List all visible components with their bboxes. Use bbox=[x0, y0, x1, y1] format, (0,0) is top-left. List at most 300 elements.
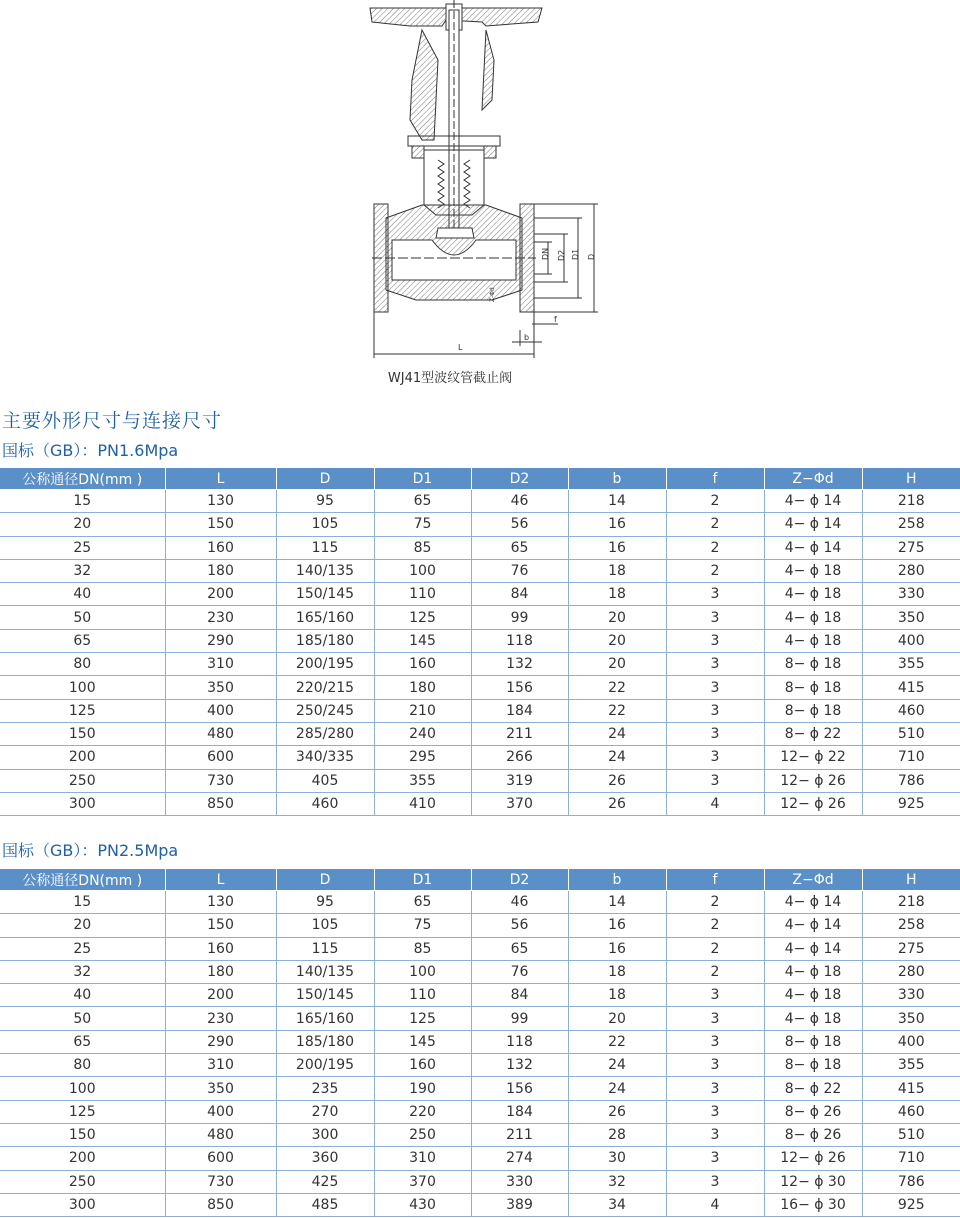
table-cell: 355 bbox=[374, 769, 471, 792]
table-cell: 355 bbox=[862, 1054, 960, 1077]
table-cell: 319 bbox=[471, 769, 568, 792]
table-cell: 4− ϕ 18 bbox=[764, 1007, 862, 1030]
table-cell: 4− ϕ 18 bbox=[764, 583, 862, 606]
table-cell: 730 bbox=[165, 769, 276, 792]
dim-label-d2: D2 bbox=[557, 249, 566, 261]
table-cell: 76 bbox=[471, 559, 568, 582]
table-cell: 118 bbox=[471, 629, 568, 652]
table-cell: 46 bbox=[471, 490, 568, 513]
table-cell: 8− ϕ 18 bbox=[764, 676, 862, 699]
table-cell: 26 bbox=[568, 792, 666, 815]
table-cell: 22 bbox=[568, 699, 666, 722]
table-cell: 40 bbox=[0, 984, 165, 1007]
table-cell: 16 bbox=[568, 914, 666, 937]
table-cell: 200 bbox=[0, 746, 165, 769]
table-row bbox=[0, 676, 960, 699]
table-cell: 65 bbox=[471, 937, 568, 960]
table-cell: 3 bbox=[666, 583, 764, 606]
table-cell: 200 bbox=[0, 1147, 165, 1170]
table-cell: 50 bbox=[0, 606, 165, 629]
table-cell: 510 bbox=[862, 722, 960, 745]
table-cell: 480 bbox=[165, 722, 276, 745]
table-cell: 310 bbox=[165, 653, 276, 676]
table-cell: 8− ϕ 18 bbox=[764, 653, 862, 676]
table-cell: 360 bbox=[276, 1147, 374, 1170]
table-row bbox=[0, 1007, 960, 1030]
valve-cross-section bbox=[362, 0, 602, 362]
dim-label-dn: DN bbox=[541, 247, 550, 260]
table-cell: 275 bbox=[862, 536, 960, 559]
table-cell: 156 bbox=[471, 1077, 568, 1100]
table-cell: 220 bbox=[374, 1100, 471, 1123]
table-cell: 65 bbox=[374, 891, 471, 914]
table-cell: 4− ϕ 14 bbox=[764, 536, 862, 559]
table-cell: 460 bbox=[276, 792, 374, 815]
table-row bbox=[0, 722, 960, 745]
table-cell: 600 bbox=[165, 746, 276, 769]
table-cell: 8− ϕ 26 bbox=[764, 1100, 862, 1123]
table-cell: 76 bbox=[471, 960, 568, 983]
table-cell: 460 bbox=[862, 1100, 960, 1123]
table-cell: 480 bbox=[165, 1123, 276, 1146]
column-header: H bbox=[862, 468, 960, 490]
table-cell: 3 bbox=[666, 629, 764, 652]
column-header: D bbox=[276, 869, 374, 891]
table-cell: 510 bbox=[862, 1123, 960, 1146]
table-cell: 258 bbox=[862, 914, 960, 937]
table-cell: 600 bbox=[165, 1147, 276, 1170]
table-cell: 460 bbox=[862, 699, 960, 722]
table-row bbox=[0, 513, 960, 536]
table-cell: 32 bbox=[0, 960, 165, 983]
table-cell: 20 bbox=[568, 1007, 666, 1030]
table-cell: 50 bbox=[0, 1007, 165, 1030]
table-cell: 14 bbox=[568, 891, 666, 914]
table-cell: 130 bbox=[165, 891, 276, 914]
table-cell: 156 bbox=[471, 676, 568, 699]
table-cell: 15 bbox=[0, 490, 165, 513]
table-cell: 12− ϕ 30 bbox=[764, 1170, 862, 1193]
table-cell: 56 bbox=[471, 513, 568, 536]
table-cell: 20 bbox=[0, 513, 165, 536]
table-cell: 110 bbox=[374, 583, 471, 606]
table-row bbox=[0, 699, 960, 722]
table-cell: 125 bbox=[374, 606, 471, 629]
column-header: f bbox=[666, 869, 764, 891]
table-cell: 3 bbox=[666, 1077, 764, 1100]
table-subtitle-pn16: 国标（GB）：PN1.6Mpa bbox=[2, 441, 179, 460]
table-cell: 370 bbox=[471, 792, 568, 815]
table-cell: 200/195 bbox=[276, 1054, 374, 1077]
table-cell: 25 bbox=[0, 536, 165, 559]
table-cell: 160 bbox=[165, 536, 276, 559]
valve-drawing bbox=[362, 0, 602, 362]
table-cell: 3 bbox=[666, 1007, 764, 1030]
table-cell: 250 bbox=[0, 769, 165, 792]
table-cell: 8− ϕ 18 bbox=[764, 1030, 862, 1053]
table-header-row bbox=[0, 468, 960, 490]
table-cell: 300 bbox=[276, 1123, 374, 1146]
table-cell: 300 bbox=[0, 792, 165, 815]
table-cell: 150/145 bbox=[276, 583, 374, 606]
table-cell: 786 bbox=[862, 1170, 960, 1193]
dim-label-b: b bbox=[524, 333, 530, 342]
table-cell: 56 bbox=[471, 914, 568, 937]
table-cell: 24 bbox=[568, 1054, 666, 1077]
column-header: b bbox=[568, 869, 666, 891]
table-cell: 3 bbox=[666, 699, 764, 722]
table-cell: 150 bbox=[0, 1123, 165, 1146]
column-header: D2 bbox=[471, 869, 568, 891]
table-cell: 850 bbox=[165, 1193, 276, 1216]
table-cell: 185/180 bbox=[276, 1030, 374, 1053]
table-cell: 2 bbox=[666, 937, 764, 960]
table-cell: 425 bbox=[276, 1170, 374, 1193]
table-cell: 32 bbox=[0, 559, 165, 582]
table-cell: 2 bbox=[666, 914, 764, 937]
table-cell: 4− ϕ 18 bbox=[764, 960, 862, 983]
table-cell: 99 bbox=[471, 606, 568, 629]
table-cell: 200 bbox=[165, 583, 276, 606]
table-row bbox=[0, 583, 960, 606]
table-cell: 3 bbox=[666, 1030, 764, 1053]
table-row bbox=[0, 891, 960, 914]
table-cell: 184 bbox=[471, 699, 568, 722]
table-cell: 400 bbox=[165, 1100, 276, 1123]
table-cell: 140/135 bbox=[276, 559, 374, 582]
column-header: Z−Φd bbox=[764, 869, 862, 891]
table-cell: 330 bbox=[471, 1170, 568, 1193]
table-cell: 65 bbox=[374, 490, 471, 513]
table-cell: 26 bbox=[568, 769, 666, 792]
table-cell: 4− ϕ 14 bbox=[764, 891, 862, 914]
table-header-row bbox=[0, 869, 960, 891]
table-cell: 350 bbox=[165, 1077, 276, 1100]
table-cell: 3 bbox=[666, 676, 764, 699]
table-cell: 4− ϕ 18 bbox=[764, 984, 862, 1007]
table-cell: 4− ϕ 14 bbox=[764, 513, 862, 536]
table-cell: 3 bbox=[666, 746, 764, 769]
table-cell: 185/180 bbox=[276, 629, 374, 652]
table-row bbox=[0, 1100, 960, 1123]
table-cell: 12− ϕ 26 bbox=[764, 769, 862, 792]
table-cell: 370 bbox=[374, 1170, 471, 1193]
table-cell: 132 bbox=[471, 653, 568, 676]
table-cell: 290 bbox=[165, 1030, 276, 1053]
section-heading: 主要外形尺寸与连接尺寸 bbox=[2, 410, 223, 432]
table-cell: 132 bbox=[471, 1054, 568, 1077]
table-cell: 230 bbox=[165, 1007, 276, 1030]
table-cell: 16 bbox=[568, 513, 666, 536]
table-cell: 150 bbox=[165, 914, 276, 937]
table-row bbox=[0, 653, 960, 676]
table-cell: 25 bbox=[0, 937, 165, 960]
table-row bbox=[0, 1030, 960, 1053]
table-cell: 100 bbox=[0, 1077, 165, 1100]
table-cell: 110 bbox=[374, 984, 471, 1007]
table-cell: 4− ϕ 18 bbox=[764, 559, 862, 582]
column-header: 公称通径DN(mm ) bbox=[0, 869, 165, 891]
table-cell: 400 bbox=[165, 699, 276, 722]
table-cell: 350 bbox=[165, 676, 276, 699]
column-header: H bbox=[862, 869, 960, 891]
table-cell: 22 bbox=[568, 676, 666, 699]
table-cell: 290 bbox=[165, 629, 276, 652]
table-cell: 34 bbox=[568, 1193, 666, 1216]
table-cell: 118 bbox=[471, 1030, 568, 1053]
table-cell: 3 bbox=[666, 1147, 764, 1170]
table-cell: 280 bbox=[862, 559, 960, 582]
table-cell: 145 bbox=[374, 629, 471, 652]
table-cell: 16 bbox=[568, 937, 666, 960]
table-cell: 180 bbox=[165, 960, 276, 983]
table-cell: 925 bbox=[862, 1193, 960, 1216]
table-cell: 32 bbox=[568, 1170, 666, 1193]
column-header: D1 bbox=[374, 869, 471, 891]
table-cell: 16 bbox=[568, 536, 666, 559]
table-cell: 300 bbox=[0, 1193, 165, 1216]
column-header: L bbox=[165, 869, 276, 891]
table-row bbox=[0, 769, 960, 792]
table-cell: 270 bbox=[276, 1100, 374, 1123]
table-cell: 330 bbox=[862, 583, 960, 606]
table-cell: 430 bbox=[374, 1193, 471, 1216]
table-cell: 710 bbox=[862, 746, 960, 769]
table-row bbox=[0, 1123, 960, 1146]
table-cell: 140/135 bbox=[276, 960, 374, 983]
table-cell: 3 bbox=[666, 653, 764, 676]
table-cell: 310 bbox=[165, 1054, 276, 1077]
table-cell: 266 bbox=[471, 746, 568, 769]
table-cell: 12− ϕ 26 bbox=[764, 792, 862, 815]
table-cell: 250/245 bbox=[276, 699, 374, 722]
table-row bbox=[0, 606, 960, 629]
table-cell: 20 bbox=[568, 606, 666, 629]
dimension-table-pn16 bbox=[0, 468, 960, 816]
table-cell: 26 bbox=[568, 1100, 666, 1123]
table-cell: 200/195 bbox=[276, 653, 374, 676]
table-cell: 125 bbox=[0, 699, 165, 722]
drawing-caption: WJ41型波纹管截止阀 bbox=[387, 371, 513, 386]
table-cell: 310 bbox=[374, 1147, 471, 1170]
table-row bbox=[0, 746, 960, 769]
table-cell: 3 bbox=[666, 984, 764, 1007]
column-header: D bbox=[276, 468, 374, 490]
column-header: L bbox=[165, 468, 276, 490]
table-cell: 150 bbox=[0, 722, 165, 745]
table-cell: 485 bbox=[276, 1193, 374, 1216]
table-cell: 285/280 bbox=[276, 722, 374, 745]
table-row bbox=[0, 792, 960, 815]
table-cell: 350 bbox=[862, 1007, 960, 1030]
table-cell: 218 bbox=[862, 490, 960, 513]
table-row bbox=[0, 559, 960, 582]
table-cell: 4− ϕ 14 bbox=[764, 914, 862, 937]
table-cell: 20 bbox=[568, 653, 666, 676]
table-cell: 710 bbox=[862, 1147, 960, 1170]
table-cell: 410 bbox=[374, 792, 471, 815]
table-cell: 4 bbox=[666, 792, 764, 815]
table-cell: 65 bbox=[0, 1030, 165, 1053]
table-cell: 145 bbox=[374, 1030, 471, 1053]
table-cell: 350 bbox=[862, 606, 960, 629]
table-cell: 3 bbox=[666, 722, 764, 745]
table-cell: 150 bbox=[165, 513, 276, 536]
table-cell: 850 bbox=[165, 792, 276, 815]
table-cell: 8− ϕ 26 bbox=[764, 1123, 862, 1146]
table-row bbox=[0, 937, 960, 960]
table-cell: 3 bbox=[666, 1170, 764, 1193]
table-cell: 18 bbox=[568, 984, 666, 1007]
table-cell: 115 bbox=[276, 937, 374, 960]
column-header: D2 bbox=[471, 468, 568, 490]
table-cell: 211 bbox=[471, 722, 568, 745]
table-cell: 28 bbox=[568, 1123, 666, 1146]
table-cell: 85 bbox=[374, 937, 471, 960]
table-cell: 4 bbox=[666, 1193, 764, 1216]
table-cell: 165/160 bbox=[276, 606, 374, 629]
table-cell: 295 bbox=[374, 746, 471, 769]
table-cell: 8− ϕ 18 bbox=[764, 699, 862, 722]
table-cell: 160 bbox=[374, 1054, 471, 1077]
table-cell: 24 bbox=[568, 722, 666, 745]
table-cell: 184 bbox=[471, 1100, 568, 1123]
table-cell: 8− ϕ 22 bbox=[764, 1077, 862, 1100]
table-cell: 3 bbox=[666, 1123, 764, 1146]
table-cell: 730 bbox=[165, 1170, 276, 1193]
table-cell: 235 bbox=[276, 1077, 374, 1100]
table-cell: 210 bbox=[374, 699, 471, 722]
table-cell: 95 bbox=[276, 891, 374, 914]
table-cell: 258 bbox=[862, 513, 960, 536]
table-cell: 85 bbox=[374, 536, 471, 559]
table-cell: 200 bbox=[165, 984, 276, 1007]
table-cell: 274 bbox=[471, 1147, 568, 1170]
dim-label-d1: D1 bbox=[571, 248, 580, 260]
table-cell: 84 bbox=[471, 583, 568, 606]
table-cell: 2 bbox=[666, 559, 764, 582]
dimension-table-pn25 bbox=[0, 869, 960, 1217]
table-cell: 4− ϕ 18 bbox=[764, 606, 862, 629]
table-cell: 30 bbox=[568, 1147, 666, 1170]
table-cell: 84 bbox=[471, 984, 568, 1007]
table-cell: 46 bbox=[471, 891, 568, 914]
table-cell: 75 bbox=[374, 513, 471, 536]
table-cell: 230 bbox=[165, 606, 276, 629]
table-cell: 16− ϕ 30 bbox=[764, 1193, 862, 1216]
table-cell: 280 bbox=[862, 960, 960, 983]
table-cell: 180 bbox=[374, 676, 471, 699]
table-cell: 355 bbox=[862, 653, 960, 676]
dim-label-d: D bbox=[587, 253, 596, 260]
table-cell: 2 bbox=[666, 513, 764, 536]
column-header: D1 bbox=[374, 468, 471, 490]
table-cell: 8− ϕ 22 bbox=[764, 722, 862, 745]
table-row bbox=[0, 490, 960, 513]
table-cell: 105 bbox=[276, 914, 374, 937]
table-cell: 3 bbox=[666, 1054, 764, 1077]
table-cell: 18 bbox=[568, 960, 666, 983]
table-cell: 165/160 bbox=[276, 1007, 374, 1030]
table-cell: 275 bbox=[862, 937, 960, 960]
table-cell: 20 bbox=[568, 629, 666, 652]
table-cell: 18 bbox=[568, 583, 666, 606]
table-cell: 40 bbox=[0, 583, 165, 606]
table-row bbox=[0, 1054, 960, 1077]
table-cell: 100 bbox=[0, 676, 165, 699]
table-cell: 15 bbox=[0, 891, 165, 914]
table-cell: 2 bbox=[666, 960, 764, 983]
column-header: 公称通径DN(mm ) bbox=[0, 468, 165, 490]
table-cell: 75 bbox=[374, 914, 471, 937]
table-cell: 125 bbox=[374, 1007, 471, 1030]
table-cell: 20 bbox=[0, 914, 165, 937]
table-cell: 24 bbox=[568, 1077, 666, 1100]
column-header: Z−Φd bbox=[764, 468, 862, 490]
table-row bbox=[0, 960, 960, 983]
table-cell: 400 bbox=[862, 1030, 960, 1053]
table-cell: 12− ϕ 26 bbox=[764, 1147, 862, 1170]
table-cell: 80 bbox=[0, 1054, 165, 1077]
table-cell: 250 bbox=[374, 1123, 471, 1146]
table-cell: 405 bbox=[276, 769, 374, 792]
table-cell: 24 bbox=[568, 746, 666, 769]
column-header: b bbox=[568, 468, 666, 490]
dim-label-l: L bbox=[458, 343, 463, 352]
table-cell: 415 bbox=[862, 676, 960, 699]
table-cell: 340/335 bbox=[276, 746, 374, 769]
table-cell: 130 bbox=[165, 490, 276, 513]
table-cell: 115 bbox=[276, 536, 374, 559]
table-subtitle-pn25: 国标（GB）：PN2.5Mpa bbox=[2, 841, 179, 860]
table-row bbox=[0, 1147, 960, 1170]
table-cell: 415 bbox=[862, 1077, 960, 1100]
table-cell: 2 bbox=[666, 891, 764, 914]
table-cell: 3 bbox=[666, 1100, 764, 1123]
table-cell: 150/145 bbox=[276, 984, 374, 1007]
table-cell: 95 bbox=[276, 490, 374, 513]
table-cell: 4− ϕ 14 bbox=[764, 490, 862, 513]
table-cell: 2 bbox=[666, 490, 764, 513]
table-cell: 65 bbox=[471, 536, 568, 559]
table-cell: 80 bbox=[0, 653, 165, 676]
table-row bbox=[0, 914, 960, 937]
table-row bbox=[0, 984, 960, 1007]
table-cell: 218 bbox=[862, 891, 960, 914]
table-cell: 3 bbox=[666, 769, 764, 792]
table-cell: 105 bbox=[276, 513, 374, 536]
table-cell: 160 bbox=[374, 653, 471, 676]
table-row bbox=[0, 1077, 960, 1100]
table-cell: 18 bbox=[568, 559, 666, 582]
table-cell: 180 bbox=[165, 559, 276, 582]
table-cell: 4− ϕ 14 bbox=[764, 937, 862, 960]
table-cell: 8− ϕ 18 bbox=[764, 1054, 862, 1077]
table-cell: 65 bbox=[0, 629, 165, 652]
table-cell: 160 bbox=[165, 937, 276, 960]
table-cell: 12− ϕ 22 bbox=[764, 746, 862, 769]
table-cell: 330 bbox=[862, 984, 960, 1007]
table-cell: 786 bbox=[862, 769, 960, 792]
table-cell: 220/215 bbox=[276, 676, 374, 699]
table-cell: 211 bbox=[471, 1123, 568, 1146]
table-cell: 389 bbox=[471, 1193, 568, 1216]
table-cell: 400 bbox=[862, 629, 960, 652]
table-row bbox=[0, 1170, 960, 1193]
dim-label-f: f bbox=[554, 315, 557, 324]
dim-label-z-phi-d: Z-Φd bbox=[489, 287, 496, 302]
table-cell: 250 bbox=[0, 1170, 165, 1193]
